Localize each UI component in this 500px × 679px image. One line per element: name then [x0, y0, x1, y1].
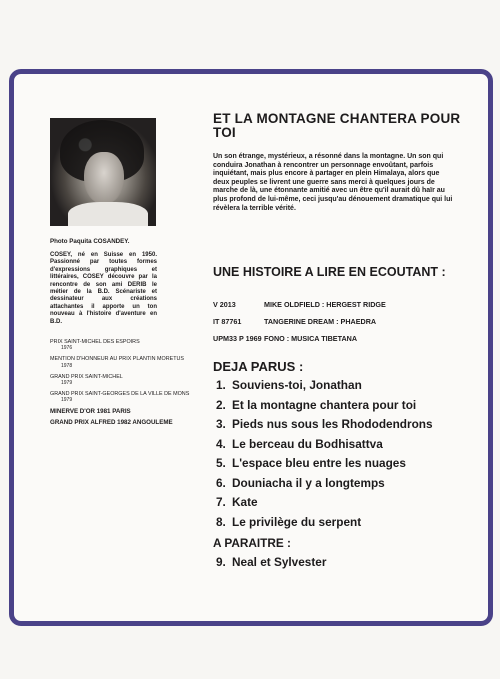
book-item: 3. Pieds nus sous les Rhododendrons — [216, 417, 433, 431]
award-item: GRAND PRIX SAINT-MICHEL 1979 — [50, 373, 123, 387]
synopsis: Un son étrange, mystérieux, a résonné dans la montagne. Un son qui conduira Jonathan à rencontrer un personnage envoûtant, parfois inquiétant, mais plus encore à partager en plein Himalaya, alors que deux peuples se livrent une guerre sans merci à quelques jours de marche de là, une étonnante amitié avec un être qu'il aurait dû haïr au plus profond de lui-même, ceci jusqu'au dénouement dramatique qui lui révèlera la terrible vérité. — [213, 153, 453, 212]
author-bio: COSEY, né en Suisse en 1950. Passionné par toutes formes d'expressions graphiques et littéraires, COSEY découvre par la rencontre de son ami DERIB le métier de la B.D. Scénariste et dessinateur aux créations attachantes il apporte un ton nouveau à l'histoire d'aventure en B.D. — [50, 252, 157, 325]
book-item: 2. Et la montagne chantera pour toi — [216, 397, 417, 412]
book-item: 8. Le privilège du serpent — [216, 514, 362, 529]
deja-parus-heading: DEJA PARUS : — [213, 359, 304, 374]
listen-heading: UNE HISTOIRE A LIRE EN ECOUTANT : — [213, 265, 446, 279]
a-paraitre-heading: A PARAITRE : — [213, 536, 291, 550]
disc-list — [213, 300, 473, 351]
disc-row: V 2013 MIKE OLDFIELD : HERGEST RIDGE — [213, 300, 386, 309]
award-item: GRAND PRIX SAINT-GEORGES DE LA VILLE DE MONS 1979 — [50, 391, 190, 404]
book-item: 4. Le berceau du Bodhisattva — [216, 436, 383, 451]
award-item: PRIX SAINT-MICHEL DES ESPOIRS 1976 — [50, 339, 140, 352]
photo-credit: Photo Paquita COSANDEY. — [50, 238, 130, 245]
book-title: ET LA MONTAGNE CHANTERA POUR TOI — [213, 111, 461, 140]
awards-list — [50, 339, 190, 431]
disc-row: IT 87761 TANGERINE DREAM : PHAEDRA — [213, 317, 377, 326]
upcoming-books-list — [216, 555, 326, 575]
published-books-list — [216, 378, 476, 534]
book-item: 9. Neal et Sylvester — [216, 555, 327, 569]
award-alfred: GRAND PRIX ALFRED 1982 ANGOULEME — [50, 418, 173, 426]
book-item: 6. Douniacha il y a longtemps — [216, 475, 385, 490]
book-item: 7. Kate — [216, 495, 258, 509]
award-minerve: MINERVE D'OR 1981 PARIS — [50, 407, 131, 415]
disc-row: UPM33 P 1969 FONO : MUSICA TIBETANA — [213, 334, 358, 343]
author-photo — [50, 118, 156, 226]
book-item: 1. Souviens-toi, Jonathan — [216, 378, 362, 392]
book-item: 5. L'espace bleu entre les nuages — [216, 456, 406, 470]
award-item: MENTION D'HONNEUR AU PRIX PLANTIN MORETUS 1978 — [50, 356, 185, 369]
